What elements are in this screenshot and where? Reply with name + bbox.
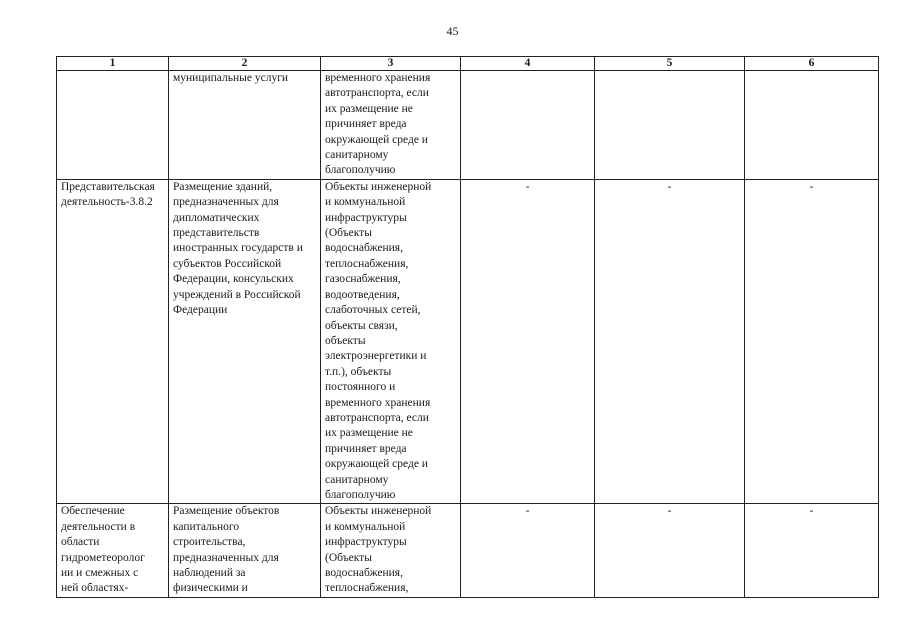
header-col-6: 6 [745,57,879,71]
header-col-3: 3 [321,57,461,71]
cell-description: Размещение объектов капитального строительства, предназначенных для наблюдений за физическими и [169,504,321,597]
cell-auxiliary-objects: Объекты инженерной и коммунальной инфраструктуры (Объекты водоснабжения, теплоснабжения, газоснабжения, водоотведения, слаботочных сетей, объекты связи, объекты электроэнергетики и т.п.), объекты постоянного и временного хранения автотранспорта, если их размещение не причиняет вреда окружающей среде и санитарному благополучию [321,179,461,504]
cell-col-6: - [745,504,879,597]
cell-auxiliary-objects: Объекты инженерной и коммунальной инфраструктуры (Объекты водоснабжения, теплоснабжения, [321,504,461,597]
cell-col-4 [461,71,595,180]
cell-description: Размещение зданий, предназначенных для дипломатических представительств иностранных государств и субъектов Российской Федерации, консульских учреждений в Российской Федерации [169,179,321,504]
cell-col-5: - [595,179,745,504]
zoning-table [56,56,879,598]
header-col-4: 4 [461,57,595,71]
cell-description: муниципальные услуги [169,71,321,180]
cell-use-type: Обеспечение деятельности в области гидрометеоролог ии и смежных с ней областях- [57,504,169,597]
cell-use-type: Представительская деятельность-3.8.2 [57,179,169,504]
cell-col-4: - [461,179,595,504]
cell-col-5: - [595,504,745,597]
header-col-2: 2 [169,57,321,71]
cell-auxiliary-objects: временного хранения автотранспорта, если их размещение не причиняет вреда окружающей среде и санитарному благополучию [321,71,461,180]
cell-col-6: - [745,179,879,504]
cell-col-6 [745,71,879,180]
header-col-5: 5 [595,57,745,71]
table-row [57,504,879,597]
page-number: 45 [446,24,459,38]
cell-col-4: - [461,504,595,597]
table-header-row [57,57,879,71]
table-row [57,179,879,504]
header-col-1: 1 [57,57,169,71]
table-row [57,71,879,180]
cell-col-5 [595,71,745,180]
cell-use-type [57,71,169,180]
